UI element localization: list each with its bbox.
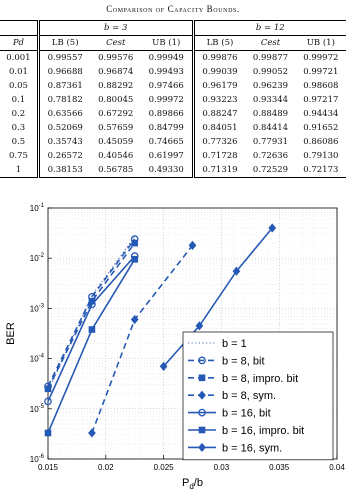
data-point xyxy=(45,386,51,392)
value-cell: 0.86086 xyxy=(303,137,339,147)
table-row xyxy=(0,121,346,135)
value-cell: 0.56785 xyxy=(91,163,141,178)
value-cell: 0.97217 xyxy=(303,95,339,105)
value-cell: 0.61997 xyxy=(148,151,184,161)
value-cell: 0.88489 xyxy=(252,109,289,119)
column-header: LB (5) xyxy=(38,36,90,51)
value-cell: 0.96688 xyxy=(38,65,90,79)
value-cell: 0.94434 xyxy=(303,109,339,119)
x-tick-label: 0.03 xyxy=(213,463,230,472)
legend-label: b = 16, bit xyxy=(222,407,271,420)
column-header: UB (1) xyxy=(296,36,346,51)
table-group-header-row xyxy=(0,21,346,36)
value-cell: 0.77931 xyxy=(252,137,289,147)
value-cell: 0.79130 xyxy=(303,151,339,161)
value-cell: 0.63566 xyxy=(38,107,90,121)
legend-label: b = 16, sym. xyxy=(222,442,283,455)
value-cell: 0.71728 xyxy=(193,149,245,163)
value-cell: 0.84799 xyxy=(148,123,184,133)
column-header: Cest xyxy=(245,36,295,51)
value-cell: 0.99052 xyxy=(252,67,289,77)
value-cell: 0.99877 xyxy=(252,53,289,63)
x-tick-label: 0.015 xyxy=(37,463,59,472)
value-cell: 0.99972 xyxy=(303,53,339,63)
value-cell: 0.99557 xyxy=(38,51,90,66)
value-cell: 0.93344 xyxy=(252,95,289,105)
value-cell: 0.67292 xyxy=(98,109,134,119)
data-point xyxy=(45,430,51,436)
value-cell: 0.80045 xyxy=(98,95,134,105)
y-tick-label: $10^{-2}$ xyxy=(29,253,44,264)
value-cell: 0.88247 xyxy=(193,107,245,121)
table-row xyxy=(0,79,346,93)
value-cell: 0.40546 xyxy=(98,151,134,161)
x-tick-label: 0.02 xyxy=(98,463,114,472)
value-cell: 0.99493 xyxy=(148,67,184,77)
table-body xyxy=(0,51,346,178)
table-row xyxy=(0,65,346,79)
table-corner-cell xyxy=(0,21,38,36)
table-row xyxy=(0,107,346,121)
legend-label: b = 8, impro. bit xyxy=(222,372,299,385)
ber-chart xyxy=(0,196,346,492)
value-cell: 0.49330 xyxy=(141,163,193,178)
pd-cell: 0.75 xyxy=(8,151,28,161)
value-cell: 0.99949 xyxy=(148,53,184,63)
value-cell: 0.45059 xyxy=(98,137,134,147)
value-cell: 0.88292 xyxy=(98,81,134,91)
value-cell: 0.52069 xyxy=(38,121,90,135)
column-header: Pd xyxy=(0,36,38,51)
table-row xyxy=(0,149,346,163)
value-cell: 0.97466 xyxy=(148,81,184,91)
value-cell: 0.57659 xyxy=(98,123,134,133)
x-tick-label: 0.025 xyxy=(153,463,174,472)
group-header-b3: b = 3 xyxy=(38,21,193,36)
value-cell: 0.78182 xyxy=(38,93,90,107)
table-column-header-row xyxy=(0,36,346,51)
column-header: Cest xyxy=(91,36,141,51)
value-cell: 0.91652 xyxy=(303,123,339,133)
pd-cell: 0.05 xyxy=(8,81,28,91)
value-cell: 0.77326 xyxy=(193,135,245,149)
capacity-table xyxy=(0,20,346,178)
legend-marker xyxy=(199,375,205,381)
value-cell: 0.72636 xyxy=(252,151,289,161)
value-cell: 0.99721 xyxy=(303,67,339,77)
value-cell: 0.84051 xyxy=(193,121,245,135)
legend-label: b = 8, sym. xyxy=(222,390,277,403)
legend-label: b = 16, impro. bit xyxy=(222,425,305,437)
value-cell: 0.84414 xyxy=(252,123,289,133)
data-point xyxy=(132,240,138,246)
ber-figure xyxy=(0,196,346,492)
value-cell: 0.98608 xyxy=(303,81,339,91)
pd-cell: 1 xyxy=(0,163,38,178)
value-cell: 0.99876 xyxy=(193,51,245,66)
group-header-b12: b = 12 xyxy=(193,21,346,36)
value-cell: 0.99039 xyxy=(193,65,245,79)
value-cell: 0.72529 xyxy=(245,163,295,178)
legend-label: b = 8, bit xyxy=(222,355,265,368)
y-tick-label: $10^{-3}$ xyxy=(29,303,44,314)
value-cell: 0.96239 xyxy=(252,81,289,91)
table-row xyxy=(0,93,346,107)
value-cell: 0.96874 xyxy=(98,67,134,77)
data-point xyxy=(132,257,138,263)
x-axis-label: $P_d/b$ xyxy=(182,477,203,491)
value-cell: 0.71319 xyxy=(193,163,245,178)
pd-cell: 0.01 xyxy=(8,67,28,77)
y-tick-label: $10^{-6}$ xyxy=(29,454,44,464)
pd-cell: 0.5 xyxy=(11,137,26,147)
y-tick-label: $10^{-5}$ xyxy=(29,403,44,414)
column-header: LB (5) xyxy=(193,36,245,51)
x-tick-label: 0.04 xyxy=(329,463,345,472)
y-tick-label: $10^{-4}$ xyxy=(29,353,44,364)
value-cell: 0.72173 xyxy=(296,163,346,178)
pd-cell: 0.001 xyxy=(6,53,31,63)
value-cell: 0.99972 xyxy=(148,95,184,105)
table-caption: Comparison of Capacity Bounds. xyxy=(106,4,240,14)
y-axis-label: BER xyxy=(5,322,17,345)
value-cell: 0.35743 xyxy=(38,135,90,149)
value-cell: 0.87361 xyxy=(38,79,90,93)
legend-label: b = 1 xyxy=(222,338,247,350)
pd-cell: 0.3 xyxy=(11,123,26,133)
value-cell: 0.93223 xyxy=(193,93,245,107)
value-cell: 0.99576 xyxy=(98,53,134,63)
value-cell: 0.26572 xyxy=(38,149,90,163)
pd-cell: 0.1 xyxy=(11,95,26,105)
x-tick-label: 0.035 xyxy=(269,463,290,472)
column-header: UB (1) xyxy=(141,36,193,51)
value-cell: 0.96179 xyxy=(193,79,245,93)
value-cell: 0.89866 xyxy=(148,109,184,119)
y-tick-label: $10^{-1}$ xyxy=(29,203,44,213)
data-point xyxy=(89,327,95,333)
table-row xyxy=(0,135,346,149)
table-row xyxy=(0,163,346,178)
value-cell: 0.74665 xyxy=(148,137,184,147)
legend-marker xyxy=(199,427,205,433)
pd-cell: 0.2 xyxy=(11,109,26,119)
value-cell: 0.38153 xyxy=(38,163,90,178)
table-row xyxy=(0,51,346,66)
